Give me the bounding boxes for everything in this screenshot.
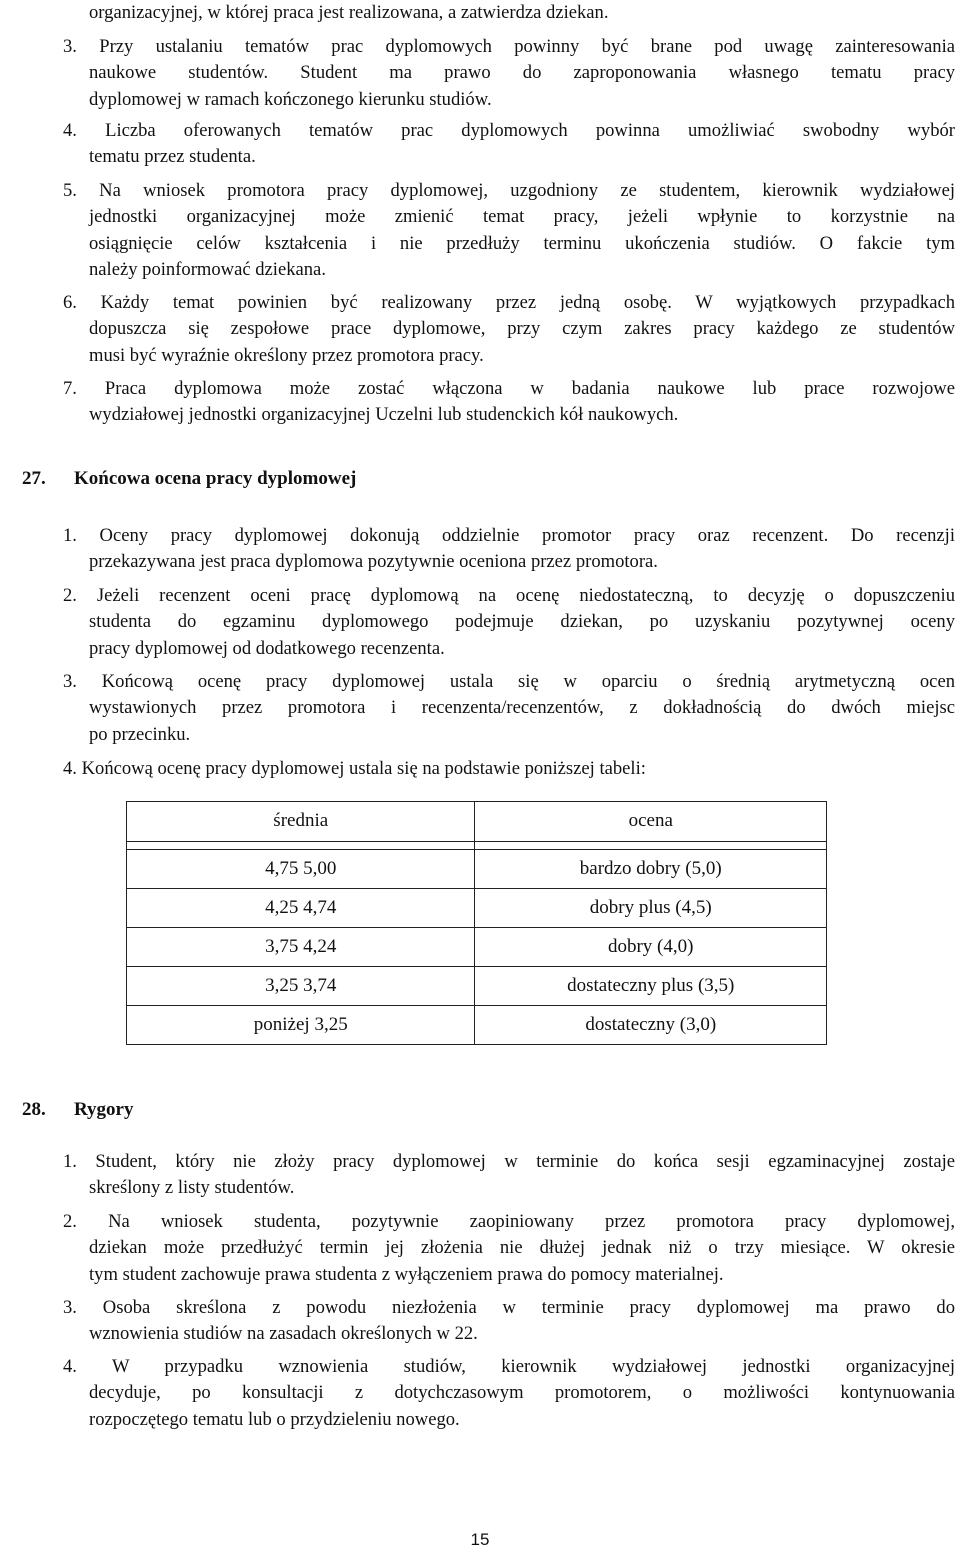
s27-item-1-line-2: przekazywana jest praca dyplomowa pozytywnie oceniona przez promotora. bbox=[89, 551, 658, 573]
page-number: 15 bbox=[470, 1530, 490, 1549]
table-row bbox=[127, 889, 827, 928]
table-header-cell: średnia bbox=[127, 802, 475, 842]
table-cell: 4,25 4,74 bbox=[127, 889, 475, 928]
s28-item-4-line-2: decyduje, po konsultacji z dotychczasowym promotorem, o możliwości kontynuowania bbox=[89, 1382, 955, 1404]
table-cell: 4,75 5,00 bbox=[127, 850, 475, 889]
table-cell: poniżej 3,25 bbox=[127, 1006, 475, 1045]
s28-item-1-line-2: skreślony z listy studentów. bbox=[89, 1177, 295, 1199]
s26-item-7-line-1: 7. Praca dyplomowa może zostać włączona w badania naukowe lub prace rozwojowe bbox=[63, 378, 955, 399]
table-header-cell: ocena bbox=[475, 802, 827, 842]
s26-item-5-line-2: jednostki organizacyjnej może zmienić temat pracy, jeżeli wpłynie to korzystnie na bbox=[89, 206, 955, 228]
intro-tail-paragraph bbox=[63, 0, 955, 26]
table-header-row bbox=[127, 802, 827, 842]
s28-item-2 bbox=[63, 1209, 955, 1288]
s26-item-6-line-3: musi być wyraźnie określony przez promotora pracy. bbox=[89, 344, 484, 366]
s28-item-2-line-2: dziekan może przedłużyć termin jej złożenia nie dłużej jednak niż o trzy miesiące. W okresie bbox=[89, 1237, 955, 1259]
s27-item-2-line-3: pracy dyplomowej od dodatkowego recenzenta. bbox=[89, 637, 445, 659]
s27-item-3 bbox=[63, 669, 955, 748]
section-28-heading bbox=[22, 1097, 134, 1123]
table-cell: bardzo dobry (5,0) bbox=[475, 850, 827, 889]
s27-item-2-line-1: 2. Jeżeli recenzent oceni pracę dyplomową na ocenę niedostateczną, to decyzję o dopuszczeniu bbox=[63, 585, 955, 606]
s26-item-4-line-1: 4. Liczba oferowanych tematów prac dyplomowych powinna umożliwiać swobodny wybór bbox=[63, 120, 955, 141]
s28-item-3-line-2: wznowienia studiów na zasadach określonych w 22. bbox=[89, 1323, 478, 1345]
section-28-title: Rygory bbox=[74, 1099, 134, 1120]
s26-item-5-line-1: 5. Na wniosek promotora pracy dyplomowej, uzgodniony ze studentem, kierownik wydziałowej bbox=[63, 180, 955, 201]
s26-item-7 bbox=[63, 376, 955, 429]
s27-item-4 bbox=[63, 756, 955, 782]
s28-item-3-line-1: 3. Osoba skreślona z powodu niezłożenia w terminie pracy dyplomowej ma prawo do bbox=[63, 1297, 955, 1318]
s26-item-5 bbox=[63, 178, 955, 284]
s27-item-3-line-2: wystawionych przez promotora i recenzenta/recenzentów, z dokładnością do dwóch miejsc bbox=[89, 697, 955, 719]
s26-item-4-line-2: tematu przez studenta. bbox=[89, 146, 256, 168]
table-cell: dostateczny (3,0) bbox=[475, 1006, 827, 1045]
s26-item-3-line-1: 3. Przy ustalaniu tematów prac dyplomowych powinny być brane pod uwagę zainteresowania bbox=[63, 36, 955, 57]
s27-item-3-line-3: po przecinku. bbox=[89, 723, 191, 745]
table-row bbox=[127, 850, 827, 889]
section-27-heading bbox=[22, 466, 356, 492]
s28-item-1-line-1: 1. Student, który nie złoży pracy dyplomowej w terminie do końca sesji egzaminacyjnej zostaje bbox=[63, 1151, 955, 1172]
s27-item-4-line-1: 4. Końcową ocenę pracy dyplomowej ustala się na podstawie poniższej tabeli: bbox=[63, 758, 646, 779]
table-spacer-row bbox=[127, 842, 827, 850]
table-spacer-cell bbox=[475, 842, 827, 850]
s27-item-1 bbox=[63, 523, 955, 576]
s28-item-4-line-1: 4. W przypadku wznowienia studiów, kierownik wydziałowej jednostki organizacyjnej bbox=[63, 1356, 955, 1377]
s26-item-3 bbox=[63, 34, 955, 113]
table-row bbox=[127, 967, 827, 1006]
s27-item-2 bbox=[63, 583, 955, 662]
section-28-number: 28. bbox=[22, 1099, 46, 1120]
s27-item-1-line-1: 1. Oceny pracy dyplomowej dokonują oddzielnie promotor pracy oraz recenzent. Do recenzji bbox=[63, 525, 955, 546]
s26-item-6-line-1: 6. Każdy temat powinien być realizowany przez jedną osobę. W wyjątkowych przypadkach bbox=[63, 292, 955, 313]
intro-tail-line: organizacyjnej, w której praca jest realizowana, a zatwierdza dziekan. bbox=[89, 2, 609, 23]
s26-item-3-line-3: dyplomowej w ramach kończonego kierunku studiów. bbox=[89, 88, 492, 110]
table-row bbox=[127, 1006, 827, 1045]
s26-item-5-line-3: osiągnięcie celów kształcenia i nie przedłuży terminu ukończenia studiów. O fakcie tym bbox=[89, 232, 955, 254]
s26-item-4 bbox=[63, 118, 955, 171]
s26-item-6-line-2: dopuszcza się zespołowe prace dyplomowe, przy czym zakres pracy każdego ze studentów bbox=[89, 318, 955, 340]
s26-item-6 bbox=[63, 290, 955, 369]
table-cell: 3,75 4,24 bbox=[127, 928, 475, 967]
s28-item-4 bbox=[63, 1354, 955, 1433]
s28-item-2-line-3: tym student zachowuje prawa studenta z wyłączeniem prawa do pomocy materialnej. bbox=[89, 1263, 724, 1285]
s28-item-1 bbox=[63, 1149, 955, 1202]
table-cell: dostateczny plus (3,5) bbox=[475, 967, 827, 1006]
s26-item-7-line-2: wydziałowej jednostki organizacyjnej Uczelni lub studenckich kół naukowych. bbox=[89, 404, 679, 426]
s27-item-2-line-2: studenta do egzaminu dyplomowego podejmuje dziekan, po uzyskaniu pozytywnej oceny bbox=[89, 611, 955, 633]
table-spacer-cell bbox=[127, 842, 475, 850]
table-cell: dobry (4,0) bbox=[475, 928, 827, 967]
s28-item-2-line-1: 2. Na wniosek studenta, pozytywnie zaopiniowany przez promotora pracy dyplomowej, bbox=[63, 1211, 955, 1232]
table-row bbox=[127, 928, 827, 967]
table-cell: 3,25 3,74 bbox=[127, 967, 475, 1006]
grades-table bbox=[126, 801, 827, 1045]
section-27-number: 27. bbox=[22, 468, 46, 489]
table-cell: dobry plus (4,5) bbox=[475, 889, 827, 928]
section-27-title: Końcowa ocena pracy dyplomowej bbox=[74, 468, 357, 489]
s28-item-3 bbox=[63, 1295, 955, 1348]
s26-item-3-line-2: naukowe studentów. Student ma prawo do zaproponowania własnego tematu pracy bbox=[89, 62, 955, 84]
s27-item-3-line-1: 3. Końcową ocenę pracy dyplomowej ustala się w oparciu o średnią arytmetyczną ocen bbox=[63, 671, 955, 692]
s26-item-5-line-4: należy poinformować dziekana. bbox=[89, 259, 326, 281]
s28-item-4-line-3: rozpoczętego tematu lub o przydzieleniu nowego. bbox=[89, 1408, 460, 1430]
